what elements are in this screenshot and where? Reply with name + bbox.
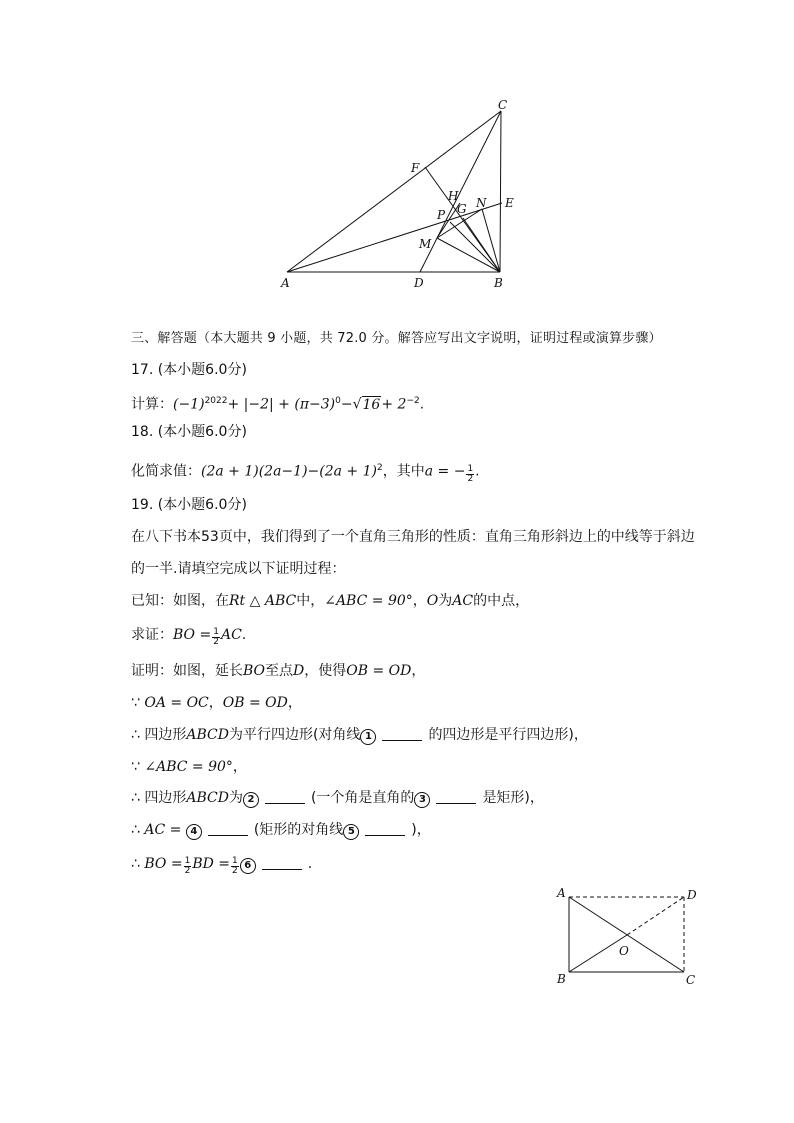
blank-marker-3: 3 [414, 792, 430, 808]
q18-body [131, 459, 480, 484]
q17-expr-1: (−1) [173, 396, 205, 413]
segment-AE [287, 203, 502, 272]
q18-expr-a: (2a + 1)(2a−1)−(2a + 1) [201, 463, 377, 480]
q17-expr-2: + |−2| + (π−3) [227, 396, 336, 413]
q17-body: 计算：$(-1)^{2022}+ |-2| + (\pi-3)^0-√16+ 2^{-2}$. [131, 396, 425, 413]
blank-marker-6: 6 [240, 858, 256, 874]
q19-fraction-2: $\frac{1}{2}$ [232, 856, 238, 876]
q17-exp-2: 0 [335, 396, 341, 406]
label-D: D [414, 276, 424, 290]
q17-exp-1: 2022 [204, 396, 228, 406]
answer-blank-1[interactable] [382, 726, 422, 741]
label-G: G [457, 202, 467, 216]
q19-number: 19. [131, 497, 154, 513]
rect-label-C: C [686, 973, 696, 987]
q18-mid: ，其中 [382, 463, 425, 480]
q19-proof-line-2: ∵ OA = OC，OB = OD， [131, 695, 302, 711]
q17-expr-3: − [340, 396, 353, 413]
section-header: 三、解答题（本大题共 9 小题，共 72.0 分。解答应写出文字说明，证明过程或演算步骤） [131, 331, 662, 346]
q17-sqrt: 16 [362, 396, 381, 413]
q19-proof-line-4: ∵ ∠ABC = 90°， [131, 759, 247, 775]
q19-prove: 求证：BO = $\frac{1}{2}$ AC. [131, 627, 247, 647]
segment-GB [463, 218, 500, 272]
triangle-figure [270, 95, 530, 295]
q19-fraction-1: $\frac{1}{2}$ [184, 856, 191, 876]
q17-points: (本小题6.0分) [157, 362, 247, 378]
q17-header [131, 361, 247, 379]
label-B: B [494, 276, 503, 290]
q18-prompt: 化简求值： [131, 463, 201, 480]
rect-label-D: D [687, 888, 697, 902]
answer-blank-5[interactable] [365, 821, 405, 836]
segment-OD-dashed [627, 897, 684, 935]
label-H: H [448, 189, 459, 203]
q18-header [131, 423, 247, 441]
blank-marker-5: 5 [343, 824, 359, 840]
q18-points: (本小题6.0分) [157, 424, 247, 440]
blank-marker-2: 2 [243, 792, 259, 808]
q17-end: . [419, 396, 425, 413]
label-F: F [411, 161, 420, 175]
q19-proof-line-1: 证明：如图，延长BO至点D，使得OB = OD， [131, 663, 426, 679]
answer-blank-4[interactable] [208, 821, 248, 836]
segment-MB [437, 238, 500, 272]
answer-blank-6[interactable] [262, 855, 302, 870]
q19-proof-line-5: ∴ 四边形ABCD为 2 (一个角是直角的 3 是矩形)， [131, 790, 544, 806]
segment-AC [287, 111, 501, 272]
q19-points: (本小题6.0分) [157, 497, 247, 513]
rectangle-figure [550, 880, 700, 990]
q18-exp: 2 [376, 463, 383, 473]
q17-number: 17. [131, 362, 154, 378]
label-E: E [505, 196, 514, 210]
answer-blank-2[interactable] [265, 789, 305, 804]
q17-expr-4: + 2 [381, 396, 407, 413]
rect-label-O: O [619, 944, 629, 958]
q18-fraction: $\frac{1}{2}$ [467, 463, 474, 484]
rect-label-A: A [557, 886, 566, 900]
segment-DC [420, 111, 501, 272]
label-A: A [281, 276, 290, 290]
label-M: M [419, 237, 432, 251]
q19-prove-fraction: $\frac{1}{2}$ [213, 627, 219, 647]
answer-blank-3[interactable] [436, 789, 476, 804]
q19-proof-line-3: ∴ 四边形ABCD为平行四边形(对角线 1 的四边形是平行四边形)， [131, 727, 588, 743]
q18-expr-b: a = − [424, 463, 466, 480]
rect-label-B: B [557, 972, 566, 986]
segment-BC [500, 111, 501, 272]
q19-proof-line-7: ∴ BO = $\frac{1}{2}$ BD = $\frac{1}{2}$ 6 . [131, 856, 313, 876]
label-P: P [437, 208, 446, 222]
blank-marker-1: 1 [360, 729, 376, 745]
label-N: N [476, 196, 487, 210]
q19-proof-line-6: ∴ AC = 4 (矩形的对角线 5 )， [131, 822, 431, 838]
blank-marker-4: 4 [186, 824, 202, 840]
label-C: C [498, 98, 508, 112]
q19-header [131, 496, 247, 514]
q18-number: 18. [131, 424, 154, 440]
q17-prompt: 计算： [131, 396, 173, 413]
q17-exp-4: −2 [406, 396, 420, 406]
q19-intro-1: 在八下书本53页中，我们得到了一个直角三角形的性质：直角三角形斜边上的中线等于斜边 [131, 529, 695, 545]
q19-known: 已知：如图，在Rt △ ABC中，∠ABC = 90°，O为AC的中点， [131, 593, 530, 609]
q18-end: . [475, 463, 480, 480]
q19-intro-2: 的一半.请填空完成以下证明过程： [131, 561, 346, 577]
